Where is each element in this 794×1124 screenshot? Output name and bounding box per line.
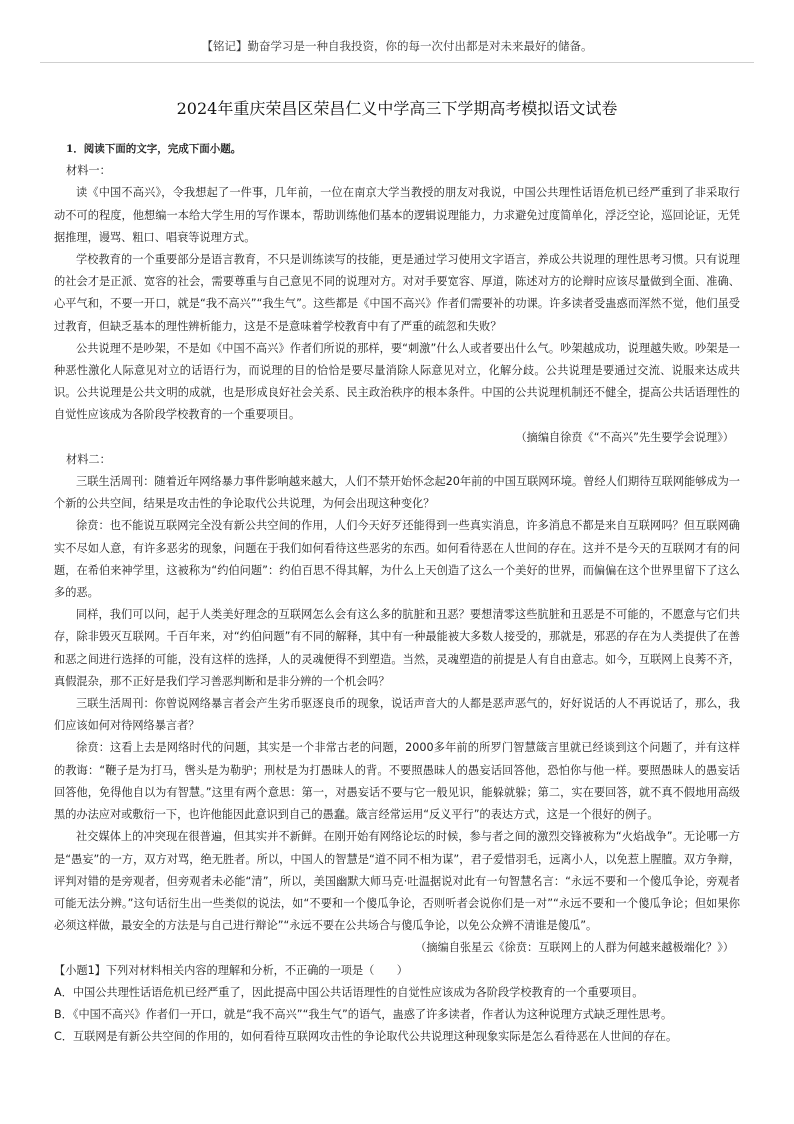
material-1-source: （摘编自徐贲《“不高兴”先生要学会说理》） [515,430,734,444]
material-2-paragraph: 徐贲：这看上去是网络时代的问题，其实是一个非常古老的问题，2000多年前的所罗门智慧箴言里就已经谈到这个问题了，并有这样的教诲：“鞭子是为打马，辔头是为勒驴；刑杖是为打愚昧人的背。不要照愚昧人的愚妄话回答他，恐怕你与他一样。要照愚昧人的愚妄话回答他，免得他自以为有智慧。”这里有两个意思：第一，对愚妄话不要与它一般见识，能躲就躲；第二，实在要回答，就不真不假地用高级黑的办法应对或敷衍一下，也许他能因此意识到自己的愚蠢。箴言经常运用“反义平行”的表达方式，这是一个很好的例子。 [54,741,740,822]
page-title: 2024年重庆荣昌区荣昌仁义中学高三下学期高考模拟语文试卷 [176,99,618,118]
material-1-paragraph: 学校教育的一个重要部分是语言教育，不只是训练读写的技能，更是通过学习使用文字语言，养成公共说理的理性思考习惯。只有说理的社会才是正派、宽容的社会，需要尊重与自己意见不同的说理对方。对对手要宽容、厚道，陈述对方的论辩时应该尽量做到全面、准确、心平气和，不要一开口，就是“我不高兴”“我生气”。这些都是《中国不高兴》作者们需要补的功课。许多读者受蛊惑而浑然不觉，他们虽受过教育，但缺乏基本的理性辨析能力，这是不是意味着学校教育中有了严重的疏忽和失败？ [54,253,740,333]
subquestion-1-stem: 【小题1】下列对材料相关内容的理解和分析，不正确的一项是（ ） [54,963,408,977]
header-motto: 【铭记】勤奋学习是一种自我投资，你的每一次付出都是对未来最好的储备。 [201,39,593,53]
material-2-paragraph: 徐贲：也不能说互联网完全没有新公共空间的作用，人们今天好歹还能得到一些真实消息，许多消息不都是来自互联网吗？但互联网确实不尽如人意，有许多恶劣的现象，问题在于我们如何看待这些恶劣的东西。如何看待恶在人世间的存在。这并不是今天的互联网才有的问题，在希伯来神学里，这被称为“约伯问题”：约伯百思不得其解，为什么上天创造了这么一个美好的世界，而偏偏在这个世界里留下了这么多的恶。 [54,519,740,600]
header-divider [40,62,754,63]
material-1-label: 材料一： [66,164,111,178]
document-body [54,138,740,1048]
material-1-paragraph: 读《中国不高兴》，令我想起了一件事，几年前，一位在南京大学当教授的朋友对我说，中国公共理性话语危机已经严重到了非采取行动不可的程度，他想编一本给大学生用的写作课本，帮助训练他们基本的逻辑说理能力，力求避免过度简单化，浮泛空论，巡回论证，无凭据推理，谩骂、粗口、唱衰等说理方式。 [54,186,740,244]
option-a: A．中国公共理性话语危机已经严重了，因此提高中国公共话语理性的自觉性应该成为各阶段学校教育的一个重要项目。 [54,985,644,999]
question-intro: 1．阅读下面的文字，完成下面小题。 [66,143,242,155]
material-2-paragraph: 三联生活周刊：你曾说网络暴言者会产生劣币驱逐良币的现象，说话声音大的人都是恶声恶气的，好好说话的人不再说话了，那么，我们应该如何对待网络暴言者？ [54,697,740,733]
option-b: B．《中国不高兴》作者们一开口，就是“我不高兴”“我生气”的语气，蛊惑了许多读者，作者认为这种说理方式缺乏理性思考。 [54,1007,673,1021]
option-c: C．互联网是有新公共空间的作用的，如何看待互联网攻击性的争论取代公共说理这种现象实际是怎么看待恶在人世间的存在。 [54,1030,678,1044]
material-2-label: 材料二： [66,452,111,466]
material-2-paragraph: 社交媒体上的冲突现在很普遍，但其实并不新鲜。在刚开始有网络论坛的时候，参与者之间的激烈交锋被称为“火焰战争”。无论哪一方是“愚妄”的一方，双方对骂，绝无胜者。所以，中国人的智慧是“道不同不相为谋”，君子爱惜羽毛，远离小人，以免惹上腥膻。双方争辩，评判对错的是旁观者，但旁观者未必能“清”，所以，美国幽默大师马克·吐温据说对此有一句智慧名言：“永远不要和一个傻瓜争论，旁观者可能无法分辨。”这句话衍生出一些类似的说法，如“不要和一个傻瓜争论，否则听者会说你们是一对”“永远不要和一个傻瓜争论；但如果你必须这样做，最安全的方法是与自己进行辩论”“永远不要在公共场合与傻瓜争论，以免公众辨不清谁是傻瓜”。 [54,830,740,933]
material-2-paragraph: 同样，我们可以问，起于人类美好理念的互联网怎么会有这么多的肮脏和丑恶？要想清零这些肮脏和丑恶是不可能的，不愿意与它们共存，除非毁灭互联网。千百年来，对“约伯问题”有不同的解释，其中有一种最能被大多数人接受的，那就是，邪恶的存在为人类提供了在善和恶之间进行选择的可能，没有这样的选择，人的灵魂便得不到塑造。当然，灵魂塑造的前提是人有自由意志。如今，互联网上良莠不齐，真假混杂，那不正好是我们学习善恶判断和是非分辨的一个机会吗？ [54,608,740,688]
material-2-paragraph: 三联生活周刊：随着近年网络暴力事件影响越来越大，人们不禁开始怀念起20年前的中国互联网环境。曾经人们期待互联网能够成为一个新的公共空间，结果是攻击性的争论取代公共说理，为何会出现这种变化？ [54,475,740,511]
material-1-paragraph: 公共说理不是吵架，不是如《中国不高兴》作者们所说的那样，要“刺激”什么人或者要出什么气。吵架越成功，说理越失败。吵架是一种恶性激化人际意见对立的话语行为，而说理的目的恰恰是要尽量消除人际意见对立，化解分歧。公共说理是要通过交流、说服来达成共识。公共说理是公共文明的成就，也是形成良好社会关系、民主政治秩序的根本条件。中国的公共说理机制还不健全，提高公共话语理性的自觉性应该成为各阶段学校教育的一个重要项目。 [54,341,740,422]
material-2-source: （摘编自张星云《徐贲：互联网上的人群为何越来越极端化？》） [415,941,734,955]
